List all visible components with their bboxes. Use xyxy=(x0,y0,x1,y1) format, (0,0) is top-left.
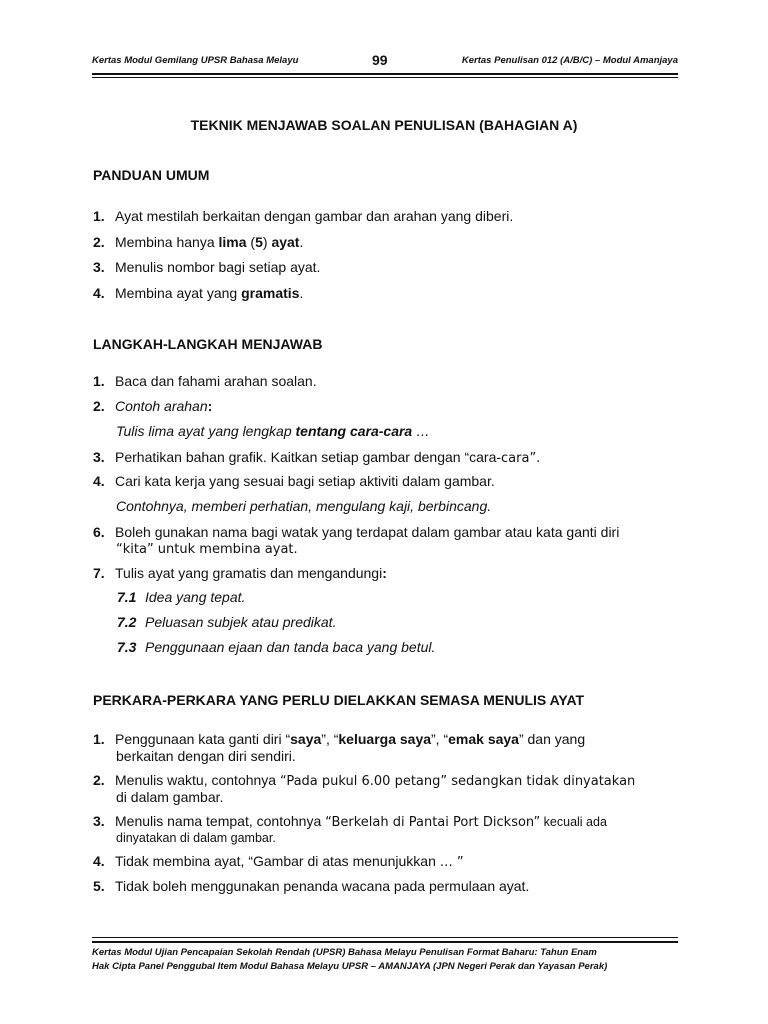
perkara-item-1-line2: berkaitan dengan diri sendiri. xyxy=(116,748,296,764)
item-number: 1. xyxy=(93,373,105,389)
item-text: Baca dan fahami arahan soalan. xyxy=(115,373,317,389)
item-text-bold: ayat xyxy=(271,234,300,250)
langkah-item-4-example: Contohnya, memberi perhatian, mengulang kaji, berbincang. xyxy=(116,498,492,514)
footer-line-2: Hak Cipta Panel Penggubal Item Modul Bahasa Melayu UPSR – AMANJAYA (JPN Negeri Perak dan Yayasan Perak) xyxy=(92,961,608,972)
page-header xyxy=(92,52,678,70)
panduan-item-1 xyxy=(93,208,683,225)
item-text: Tulis ayat yang gramatis dan mengandungi xyxy=(115,565,383,581)
perkara-item-4 xyxy=(93,853,683,871)
item-text: Menulis waktu, contohnya xyxy=(115,772,280,788)
item-text-thin: “Pada pukul 6.00 petang” sedangkan tidak dinyatakan xyxy=(279,774,636,789)
item-number: 4. xyxy=(93,473,105,489)
item-text: Cari kata kerja yang sesuai bagi setiap aktiviti dalam gambar. xyxy=(115,473,495,489)
item-colon: : xyxy=(382,565,387,581)
item-number: 7. xyxy=(93,565,105,581)
item-text: ) xyxy=(262,234,272,250)
langkah-item-2 xyxy=(93,398,683,415)
section-heading-langkah: LANGKAH-LANGKAH MENJAWAB xyxy=(93,336,323,352)
perkara-item-1 xyxy=(93,731,683,748)
perkara-item-3 xyxy=(93,813,683,831)
item-text: Penggunaan kata ganti diri “ xyxy=(115,731,291,747)
item-number: 1. xyxy=(93,731,105,747)
item-number: 6. xyxy=(93,524,105,540)
panduan-item-4 xyxy=(93,285,683,302)
page-number: 99 xyxy=(372,52,388,68)
section-heading-perkara: PERKARA-PERKARA YANG PERLU DIELAKKAN SEMASA MENULIS AYAT xyxy=(93,692,585,708)
header-rule-thick xyxy=(92,73,678,75)
langkah-item-2-example xyxy=(116,423,686,441)
langkah-item-1 xyxy=(93,373,683,390)
item-text-bold: keluarga saya xyxy=(338,731,432,747)
sub-text: Idea yang tepat. xyxy=(145,589,246,605)
item-text-thin: … ” xyxy=(439,855,464,870)
item-text: Membina hanya xyxy=(115,234,219,250)
item-text-bold: gramatis xyxy=(241,285,300,301)
sub-number: 7.2 xyxy=(117,614,137,630)
perkara-item-3-line2: dinyatakan di dalam gambar. xyxy=(116,831,276,845)
item-text: . xyxy=(299,285,304,301)
item-number: 2. xyxy=(93,772,105,788)
footer-rule-thick xyxy=(92,941,678,943)
item-text: Ayat mestilah berkaitan dengan gambar dan arahan yang diberi. xyxy=(115,208,514,224)
item-number: 2. xyxy=(93,234,105,250)
langkah-item-6-line2: “kita” untuk membina ayat. xyxy=(116,542,298,557)
section-heading-panduan: PANDUAN UMUM xyxy=(93,167,210,183)
item-text: Menulis nombor bagi setiap ayat. xyxy=(115,259,321,275)
item-number: 4. xyxy=(93,285,105,301)
item-number: 3. xyxy=(93,449,105,465)
item-text: Membina ayat yang xyxy=(115,285,242,301)
item-colon: : xyxy=(207,398,213,414)
perkara-item-2-line2: di dalam gambar. xyxy=(116,789,224,805)
item-text-small: kecuali ada xyxy=(540,815,607,829)
item-text-thin: “Berkelah di Pantai Port Dickson” xyxy=(325,815,541,830)
perkara-item-5 xyxy=(93,878,683,895)
perkara-item-2 xyxy=(93,772,683,790)
item-text-thin: cara”. xyxy=(501,451,541,466)
item-number: 3. xyxy=(93,259,105,275)
langkah-sub-item-7-2 xyxy=(117,614,336,630)
footer-line-1: Kertas Modul Ujian Pencapaian Sekolah Rendah (UPSR) Bahasa Melayu Penulisan Format Baharu: Tahun Enam xyxy=(92,947,597,958)
item-text: Tidak membina ayat, “Gambar di atas menunjukkan xyxy=(115,853,440,869)
langkah-item-6 xyxy=(93,524,683,541)
header-rule-thin xyxy=(92,77,678,78)
page-title: TEKNIK MENJAWAB SOALAN PENULISAN (BAHAGIAN A) xyxy=(190,117,578,133)
langkah-item-7 xyxy=(93,565,683,582)
item-text: ( xyxy=(246,234,256,250)
panduan-item-2 xyxy=(93,234,683,251)
item-text: . xyxy=(299,234,304,250)
item-number: 2. xyxy=(93,398,105,414)
item-number: 1. xyxy=(93,208,105,224)
item-label: Contoh arahan xyxy=(115,398,208,414)
item-number: 3. xyxy=(93,813,105,829)
item-text-bold: 5 xyxy=(255,234,263,250)
item-text: ” dan yang xyxy=(518,731,586,747)
langkah-item-4 xyxy=(93,473,683,490)
langkah-sub-item-7-1 xyxy=(117,589,245,605)
sub-text: Peluasan subjek atau predikat. xyxy=(145,614,337,630)
item-number: 5. xyxy=(93,878,105,894)
sub-number: 7.1 xyxy=(117,589,137,605)
item-text: Boleh gunakan nama bagi watak yang terdapat dalam gambar atau kata ganti diri xyxy=(115,524,620,540)
example-ellipsis: … xyxy=(412,425,430,440)
item-text-bold: lima xyxy=(218,234,247,250)
sub-text: Penggunaan ejaan dan tanda baca yang betul. xyxy=(145,639,436,655)
item-number: 4. xyxy=(93,853,105,869)
langkah-item-3 xyxy=(93,449,683,467)
item-text: ”, “ xyxy=(431,731,449,747)
item-text: Tidak boleh menggunakan penanda wacana pada permulaan ayat. xyxy=(115,878,530,894)
item-text: ”, “ xyxy=(321,731,339,747)
panduan-item-3 xyxy=(93,259,683,276)
example-text: Tulis lima ayat yang lengkap xyxy=(116,423,296,439)
item-text: Menulis nama tempat, contohnya xyxy=(115,813,326,829)
header-right-text: Kertas Penulisan 012 (A/B/C) – Modul Amanjaya xyxy=(461,55,678,66)
item-text: Perhatikan bahan grafik. Kaitkan setiap gambar dengan “cara- xyxy=(115,449,502,465)
sub-number: 7.3 xyxy=(117,639,137,655)
header-left-text: Kertas Modul Gemilang UPSR Bahasa Melayu xyxy=(92,55,299,66)
item-text-bold: emak saya xyxy=(448,731,519,747)
langkah-sub-item-7-3 xyxy=(117,639,435,655)
example-text-bold: tentang cara-cara xyxy=(295,423,413,439)
footer-rule-thin xyxy=(92,937,678,938)
item-text-bold: saya xyxy=(290,731,322,747)
